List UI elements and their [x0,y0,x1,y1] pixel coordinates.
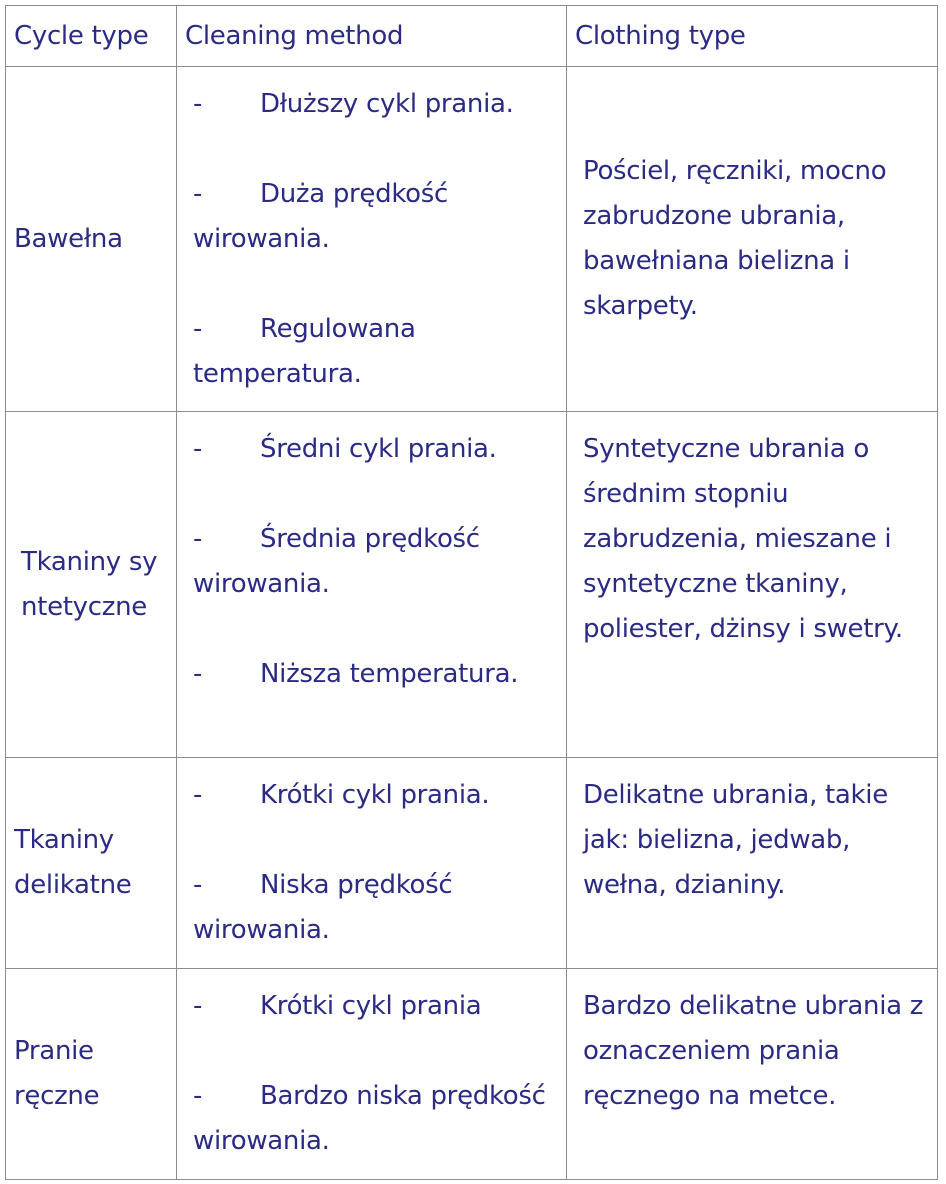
cycle-type-cell: Tkaniny delikatne [6,758,177,969]
cycle-type-cell: Tkaniny syntetyczne [6,412,177,758]
method-item: - Niska prędkość wirowania. [193,870,453,945]
method-item: - Krótki cykl prania [193,991,482,1021]
table-row [6,67,938,412]
clothing-type-cell: Syntetyczne ubrania o średnim stopniu zabrudzenia, mieszane i syntetyczne tkaniny, poliester, dżinsy i swetry. [567,412,938,758]
method-item: - Średni cykl prania. [193,434,497,464]
method-item: - Dłuższy cykl prania. [193,89,514,119]
table-row [6,969,938,1180]
clothing-type-cell: Pościel, ręczniki, mocno zabrudzone ubrania, bawełniana bielizna i skarpety. [567,67,938,412]
method-item: - Bardzo niska prędkość wirowania. [193,1081,546,1156]
clothing-type-cell: Delikatne ubrania, takie jak: bielizna, jedwab, wełna, dzianiny. [567,758,938,969]
cycle-type-cell: Pranie ręczne [6,969,177,1180]
table-row [6,758,938,969]
cleaning-method-cell [177,412,567,758]
header-cleaning-method: Cleaning method [177,6,567,67]
cleaning-method-cell [177,969,567,1180]
header-row [6,6,938,67]
cycle-type-cell: Bawełna [6,67,177,412]
header-clothing-type: Clothing type [567,6,938,67]
table-row [6,412,938,758]
method-item: - Krótki cykl prania. [193,780,490,810]
header-cycle-type: Cycle type [6,6,177,67]
clothing-type-cell: Bardzo delikatne ubrania z oznaczeniem prania ręcznego na metce. [567,969,938,1180]
cleaning-method-cell [177,67,567,412]
cleaning-method-cell [177,758,567,969]
method-item: - Średnia prędkość wirowania. [193,524,480,599]
method-item: - Niższa temperatura. [193,659,519,689]
method-item: - Regulowana temperatura. [193,314,416,389]
washing-cycles-table [5,5,938,1180]
method-item: - Duża prędkość wirowania. [193,179,449,254]
